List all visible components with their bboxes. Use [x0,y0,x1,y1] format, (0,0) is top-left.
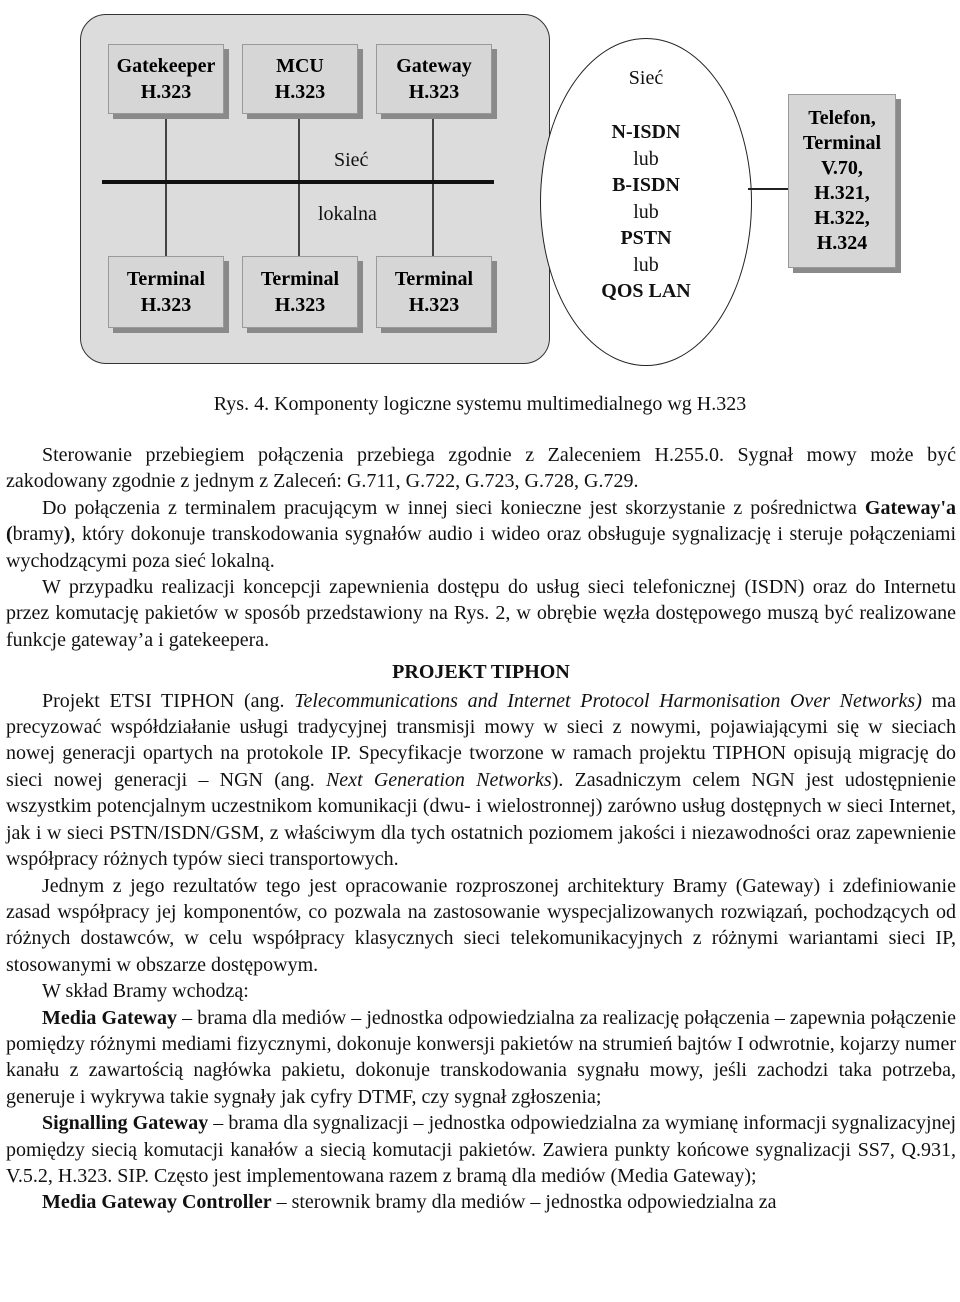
terminal-line: H.321, [814,182,870,204]
connector-line [165,112,167,182]
terminal-line: V.70, [821,157,863,179]
gateway-box [376,44,492,114]
terminal-box [242,256,358,328]
terminal-box [108,256,224,328]
box-line-2: H.323 [408,294,460,316]
external-terminal-box [788,94,896,268]
network-item: lub [633,253,659,276]
lan-label: lokalna [318,203,377,225]
text-run: ). Zasadniczym celem NGN jest udostępnienie wszystkim potencjalnym uczestnikom komunikacji (dwu- i wielostronnej) zarówno usług dostępnych w sieci Internet, jak i w sieci PSTN/ISDN/GSM, z właściwym dla tych ostatnich poziomem jakości i niezawodności oraz zapewnienie współpracy różnych typów sieci transportowych. [6,768,956,871]
connector-line [432,112,434,182]
terminal-line: H.322, [814,207,870,229]
network-terminal-link [748,188,788,190]
box-line-2: H.323 [140,294,192,316]
paragraph [6,1005,956,1111]
text-run-italic: Telecommunications and Internet Protocol Harmonisation Over Networks) [294,689,922,712]
paragraph [6,1110,956,1189]
connector-line [165,182,167,256]
box-line-2: H.323 [274,81,326,103]
network-item: lub [633,200,659,223]
box-line-2: H.323 [408,81,460,103]
text-run-bold: Gateway'a ( [6,496,956,546]
paragraph: W skład Bramy wchodzą: [42,980,249,1003]
text-run-bold: ) [63,523,71,546]
connector-line [432,182,434,256]
term-media-gateway: Media Gateway [42,1006,178,1029]
terminal-line: Telefon, [808,107,876,129]
box-line-2: H.323 [140,81,192,103]
paragraph [6,688,956,873]
box-line-2: H.323 [274,294,326,316]
terminal-box [376,256,492,328]
box-line-1: Terminal [126,268,206,290]
box-line-1: Terminal [394,268,474,290]
network-item: N-ISDN [611,121,681,143]
box-line-1: Terminal [260,268,340,290]
terminal-line: Terminal [802,132,882,154]
paragraph: W przypadku realizacji koncepcji zapewnienia dostępu do usług sieci telefonicznej (ISDN) oraz do Internetu przez komutację pakietów w sposób przedstawiony na Rys. 2, w obrębie węzła dostępowego muszą być realizowane funkcje gateway’a i gatekeepera. [6,576,956,651]
lan-label: Sieć [334,149,369,171]
connector-line [298,182,300,256]
text-run: – brama dla sygnalizacji – jednostka odpowiedzialna za wymianę informacji sygnalizacyjnej pomiędzy siecią komutacji kanałów a siecią komutacji pakietów. Zawiera punkty końcowe sygnalizacji SS7, Q.931, V.5.2, H.323. SIP. Często jest implementowana razem z bramą dla mediów (Media Gateway); [6,1112,957,1187]
gatekeeper-box [108,44,224,114]
box-line-1: Gateway [396,55,472,77]
text-run: Projekt ETSI TIPHON (ang. [42,689,295,712]
figure-caption: Rys. 4. Komponenty logiczne systemu multimedialnego wg H.323 [213,393,747,415]
text-run: – brama dla mediów – jednostka odpowiedzialna za realizację połączenia – zapewnia połączenie pomiędzy różnymi mediami fizycznymi, dokonuje konwersji pakietów na strumień bajtów I odwrotnie, kojarzy numer kanału z zawartością nagłówka pakietu, dokonuje transkodowania sygnału mowy, jeśli zachodzi taka potrzeba, generuje i wykrywa takie sygnały jak cyfry DTMF, czy sygnał zgłoszenia; [6,1006,956,1108]
text-run: – sterownik bramy dla mediów – jednostka odpowiedzialna za [271,1191,777,1214]
text-run: bramy [12,523,64,546]
figure-h323-components [0,0,960,380]
lan-bus-line [102,180,494,184]
text-run: , który dokonuje transkodowania sygnałów audio i wideo oraz obsługuje sygnalizację i steruje połączeniami wychodzącymi poza sieć lokalną. [6,523,956,572]
term-signalling-gateway: Signalling Gateway [42,1112,209,1135]
connector-line [298,112,300,182]
paragraph [6,495,956,574]
mcu-box [242,44,358,114]
paragraph: Sterowanie przebiegiem połączenia przebiega zgodnie z Zaleceniem H.255.0. Sygnał mowy może być zakodowany zgodnie z jednym z Zaleceń: G.711, G.722, G.723, G.728, G.729. [6,444,956,493]
paragraph [6,1189,956,1215]
box-line-1: MCU [276,55,324,77]
terminal-line: H.324 [816,232,868,254]
paragraph: Jednym z jego rezultatów tego jest opracowanie rozproszonej architektury Bramy (Gateway) i zdefiniowanie zasad współpracy jej komponentów, co pozwala na zastosowanie wyspecjalizowanych rozwiązań, pochodzących od różnych dostawców, w celu współpracy klasycznych sieci telekomunikacyjnych z różnymi wariantami sieci IP, stosowanymi w obszarze dostępowym. [6,874,956,976]
text-run: ma precyzować współdziałanie usługi tradycyjnej transmisji mowy w sieci z nowymi, pojawiającymi się w sieciach nowej generacji opartych na protokole IP. Specyfikacje tworzone w ramach projektu TIPHON opisują migrację do sieci nowej generacji – NGN (ang. [6,689,956,791]
section-heading: PROJEKT TIPHON [392,661,570,684]
network-title: Sieć [628,67,664,89]
term-media-gateway-controller: Media Gateway Controller [42,1191,272,1214]
network-list [541,119,751,305]
box-line-1: Gatekeeper [116,55,216,77]
document-body [6,442,956,1216]
network-item: QOS LAN [601,280,691,302]
network-item: PSTN [620,227,672,249]
network-ellipse [540,38,752,366]
text-run-italic: Next Generation Networks [325,768,552,791]
network-item: B-ISDN [612,174,680,196]
text-run: Do połączenia z terminalem pracującym w innej sieci konieczne jest skorzystanie z pośrednictwa [42,496,865,519]
network-item: lub [633,147,659,170]
